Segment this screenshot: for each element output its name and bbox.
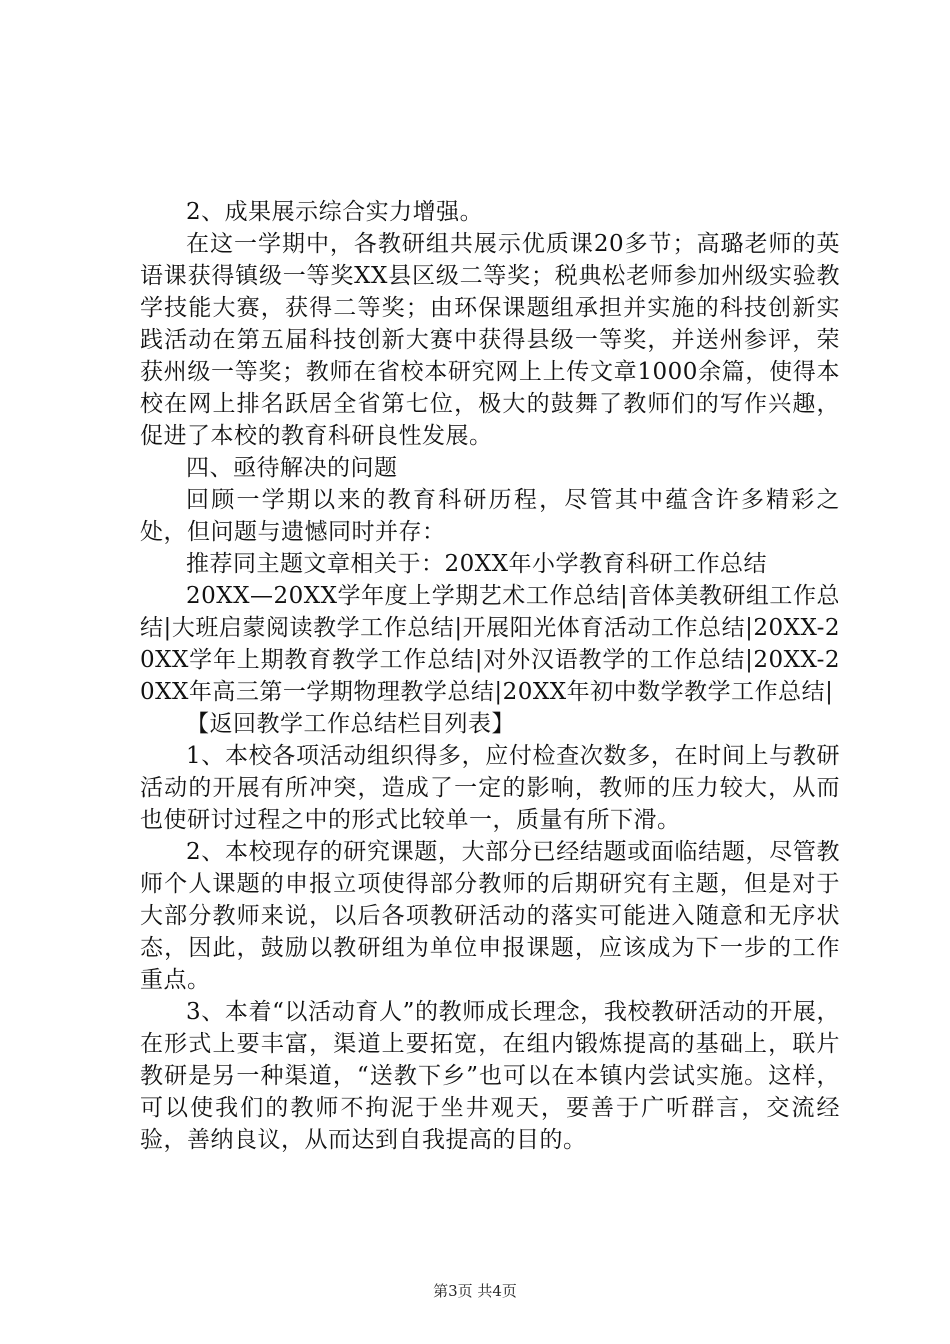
recommended-articles-list: 20XX—20XX学年度上学期艺术工作总结|音体美教研组工作总结|大班启蒙阅读教学工作总结|开展阳光体育活动工作总结|20XX-20XX学年上期教育教学工作总结|对外汉语教学的工作总结|20XX-20XX年高三第一学期物理教学总结|20XX年初中数学教学工作总结|	[140, 583, 840, 705]
problem-item-2: 2、本校现存的研究课题，大部分已经结题或面临结题，尽管教师个人课题的申报立项使得部分教师的后期研究有主题，但是对于大部分教师来说，以后各项教研活动的落实可能进入随意和无序状态，因此，鼓励以教研组为单位申报课题，应该成为下一步的工作重点。	[140, 839, 840, 993]
problem-item-3: 3、本着“以活动育人”的教师成长理念，我校教研活动的开展，在形式上要丰富，渠道上要拓宽，在组内锻炼提高的基础上，联片教研是另一种渠道，“送教下乡”也可以在本镇内尝试实施。这样，可以使我们的教师不拘泥于坐井观天，要善于广听群言，交流经验，善纳良议，从而达到自我提高的目的。	[140, 999, 840, 1153]
paragraph-review-intro: 回顾一学期以来的教育科研历程，尽管其中蕴含许多精彩之处，但问题与遗憾同时并存：	[140, 487, 840, 545]
page-number-footer: 第3页 共4页	[433, 1282, 517, 1300]
return-to-column-list: 【返回教学工作总结栏目列表】	[186, 711, 515, 737]
problem-item-1: 1、本校各项活动组织得多，应付检查次数多，在时间上与教研活动的开展有所冲突，造成了一定的影响，教师的压力较大，从而也使研讨过程之中的形式比较单一，质量有所下滑。	[140, 743, 840, 833]
section-heading-achievements: 2、成果展示综合实力增强。	[186, 199, 484, 225]
document-body	[140, 196, 840, 1156]
recommended-articles-heading: 推荐同主题文章相关于：20XX年小学教育科研工作总结	[186, 551, 768, 577]
paragraph-achievements-detail: 在这一学期中，各教研组共展示优质课20多节；高璐老师的英语课获得镇级一等奖XX县区级二等奖；税典松老师参加州级实验教学技能大赛，获得二等奖；由环保课题组承担并实施的科技创新实践活动在第五届科技创新大赛中获得县级一等奖，并送州参评，荣获州级一等奖；教师在省校本研究网上上传文章1000余篇，使得本校在网上排名跃居全省第七位，极大的鼓舞了教师们的写作兴趣，促进了本校的教育科研良性发展。	[140, 231, 840, 449]
section-heading-problems: 四、亟待解决的问题	[186, 455, 398, 481]
